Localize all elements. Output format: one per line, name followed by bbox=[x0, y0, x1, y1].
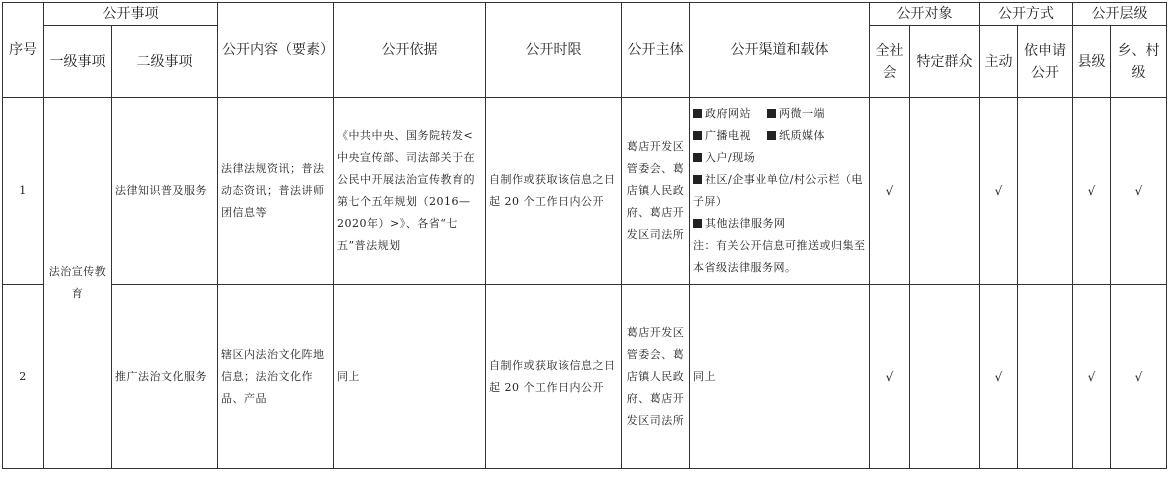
checkbox-filled-icon bbox=[693, 109, 702, 118]
header-level: 公开层级 bbox=[1073, 3, 1167, 26]
header-content: 公开内容（要素） bbox=[218, 3, 334, 98]
check-on-request bbox=[1018, 285, 1073, 469]
channel-item: 其他法律服务网 bbox=[705, 217, 786, 230]
table-row bbox=[3, 285, 1167, 469]
checkbox-filled-icon bbox=[693, 131, 702, 140]
check-proactive: √ bbox=[980, 98, 1018, 285]
check-on-request bbox=[1018, 98, 1073, 285]
checkbox-filled-icon bbox=[767, 109, 776, 118]
checkbox-filled-icon bbox=[693, 219, 702, 228]
disclosure-table bbox=[2, 2, 1167, 469]
checkbox-filled-icon bbox=[693, 153, 702, 162]
header-seq: 序号 bbox=[3, 3, 44, 98]
row-basis: 《中共中央、国务院转发<中央宣传部、司法部关于在公民中开展法治宣传教育的第七个五年规划（2016—2020年）>》、各省“七五”普法规划 bbox=[334, 98, 486, 285]
row-level2: 法律知识普及服务 bbox=[112, 98, 218, 285]
check-proactive: √ bbox=[980, 285, 1018, 469]
level1-item: 法治宣传教育 bbox=[44, 98, 112, 469]
header-level2: 二级事项 bbox=[112, 26, 218, 98]
row-basis: 同上 bbox=[334, 285, 486, 469]
header-basis: 公开依据 bbox=[334, 3, 486, 98]
header-township-village: 乡、村级 bbox=[1111, 26, 1167, 98]
checkbox-filled-icon bbox=[693, 175, 702, 184]
header-on-request: 依申请公开 bbox=[1018, 26, 1073, 98]
header-specific-groups: 特定群众 bbox=[910, 26, 980, 98]
channel-line bbox=[693, 147, 866, 169]
header-row-1 bbox=[3, 3, 1167, 26]
channel-line bbox=[693, 213, 866, 235]
channel-item: 政府网站 bbox=[705, 107, 751, 120]
check-all-society: √ bbox=[870, 98, 910, 285]
row-time-limit: 自制作或获取该信息之日起 20 个工作日内公开 bbox=[486, 98, 622, 285]
row-content: 法律法规资讯；普法动态资讯；普法讲师团信息等 bbox=[218, 98, 334, 285]
row-level2: 推广法治文化服务 bbox=[112, 285, 218, 469]
check-county: √ bbox=[1073, 285, 1111, 469]
header-level1: 一级事项 bbox=[44, 26, 112, 98]
check-specific-groups bbox=[910, 285, 980, 469]
channel-item: 两微一端 bbox=[779, 107, 825, 120]
row-channels: 同上 bbox=[690, 285, 870, 469]
header-proactive: 主动 bbox=[980, 26, 1018, 98]
header-subject: 公开主体 bbox=[622, 3, 690, 98]
check-township-village: √ bbox=[1111, 98, 1167, 285]
header-all-society: 全社会 bbox=[870, 26, 910, 98]
channel-note: 注：有关公开信息可推送或归集至本省级法律服务网。 bbox=[693, 239, 866, 274]
channel-line bbox=[693, 125, 866, 147]
row-content: 辖区内法治文化阵地信息；法治文化作品、产品 bbox=[218, 285, 334, 469]
channel-item: 入户/现场 bbox=[705, 151, 756, 164]
table-row bbox=[3, 98, 1167, 285]
channel-item: 纸质媒体 bbox=[779, 129, 825, 142]
check-township-village: √ bbox=[1111, 285, 1167, 469]
row-subject: 葛店开发区管委会、葛店镇人民政府、葛店开发区司法所 bbox=[622, 285, 690, 469]
channel-item: 社区/企事业单位/村公示栏（电子屏） bbox=[693, 173, 863, 208]
row-channels bbox=[690, 98, 870, 285]
header-audience: 公开对象 bbox=[870, 3, 980, 26]
check-specific-groups bbox=[910, 98, 980, 285]
header-county: 县级 bbox=[1073, 26, 1111, 98]
channel-line bbox=[693, 103, 866, 125]
header-method: 公开方式 bbox=[980, 3, 1073, 26]
check-county: √ bbox=[1073, 98, 1111, 285]
checkbox-filled-icon bbox=[767, 131, 776, 140]
channel-item: 广播电视 bbox=[705, 129, 751, 142]
row-seq: 1 bbox=[3, 98, 44, 285]
row-subject: 葛店开发区管委会、葛店镇人民政府、葛店开发区司法所 bbox=[622, 98, 690, 285]
header-time-limit: 公开时限 bbox=[486, 3, 622, 98]
row-time-limit: 自制作或获取该信息之日起 20 个工作日内公开 bbox=[486, 285, 622, 469]
header-matters: 公开事项 bbox=[44, 3, 218, 26]
header-channels: 公开渠道和载体 bbox=[690, 3, 870, 98]
channel-line bbox=[693, 169, 866, 213]
check-all-society: √ bbox=[870, 285, 910, 469]
row-seq: 2 bbox=[3, 285, 44, 469]
